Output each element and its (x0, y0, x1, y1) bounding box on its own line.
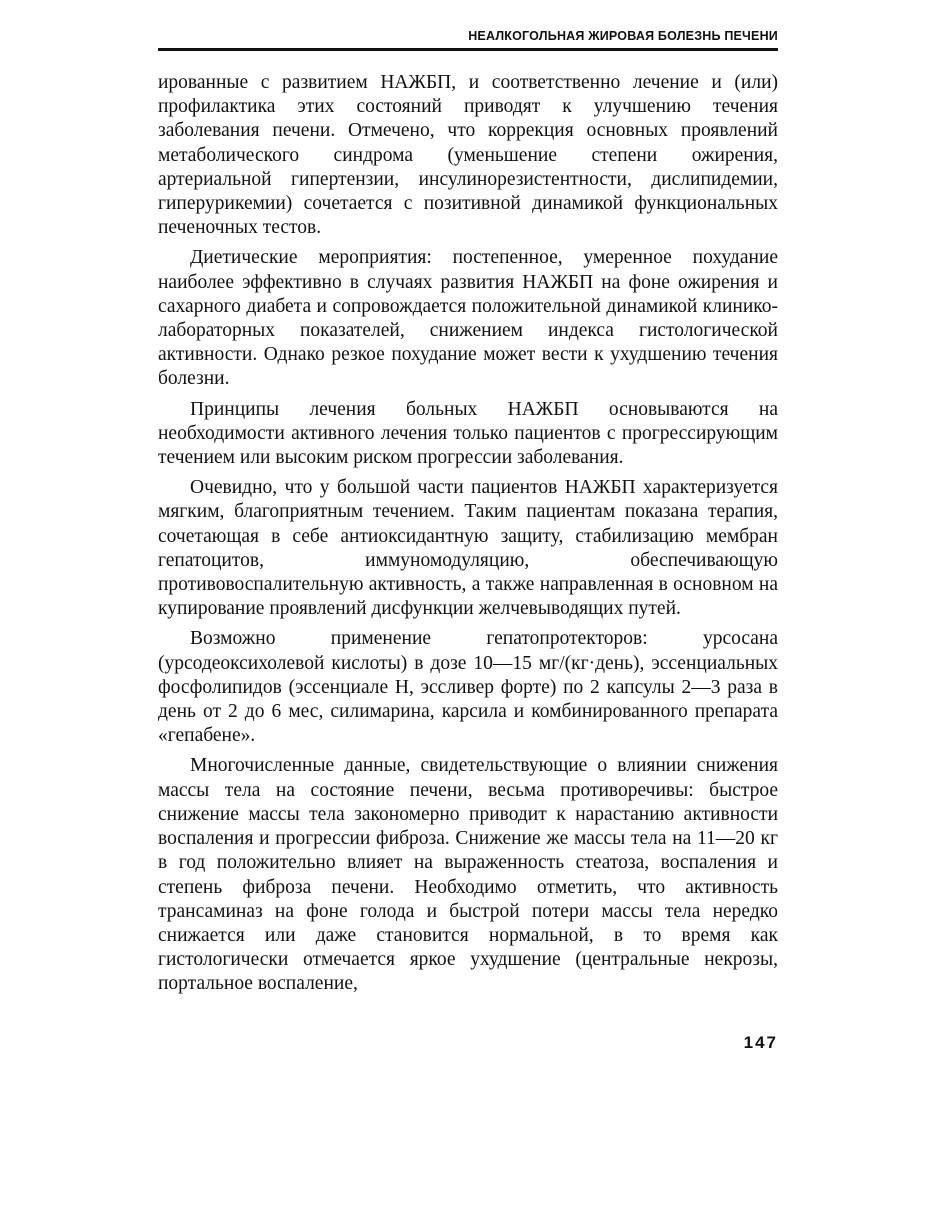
page-number: 147 (743, 1033, 778, 1052)
paragraph-diet: Диетические мероприятия: постепенное, умеренное похудание наиболее эффективно в случаях развития НАЖБП на фоне ожирения и сахарного диабета и сопровождается положительной динамикой клинико-лабораторных показателей, снижением индекса гистологической активности. Однако резкое похудание может вести к ухудшению течения болезни. (158, 247, 778, 390)
paragraph-continuation: ированные с развитием НАЖБП, и соответственно лечение и (или) профилактика этих состояний приводят к улучшению течения заболевания печени. Отмечено, что коррекция основных проявлений метаболического синдрома (уменьшение степени ожирения, артериальной гипертензии, инсулинорезистентности, дислипидемии, гиперурикемии) сочетается с позитивной динамикой функциональных печеночных тестов. (158, 72, 778, 239)
running-header: НЕАЛКОГОЛЬНАЯ ЖИРОВАЯ БОЛЕЗНЬ ПЕЧЕНИ (158, 28, 778, 51)
body-text (158, 71, 778, 997)
paragraph-mild-course-therapy: Очевидно, что у большой части пациентов НАЖБП характеризуется мягким, благоприятным течением. Таким пациентам показана терапия, сочетающая в себе антиоксидантную защиту, стабилизацию мембран гепатоцитов, иммуномодуляцию, обеспечивающую противовоспалительную активность, а также направленная в основном на купирование проявлений дисфункции желчевыводящих путей. (158, 477, 778, 620)
paragraph-hepatoprotectors: Возможно применение гепатопротекторов: урсосана (урсодеоксихолевой кислоты) в дозе 10—15 мг/(кг·день), эссенциальных фосфолипидов (эссенциале Н, эссливер форте) по 2 капсулы 2—3 раза в день от 2 до 6 мес, силимарина, карсила и комбинированного препарата «гепабене». (158, 628, 778, 747)
book-page (158, 28, 778, 1052)
paragraph-treatment-principles: Принципы лечения больных НАЖБП основываются на необходимости активного лечения только пациентов с прогрессирующим течением или высоким риском прогрессии заболевания. (158, 398, 778, 469)
paragraph-weight-loss-data: Многочисленные данные, свидетельствующие о влиянии снижения массы тела на состояние печени, весьма противоречивы: быстрое снижение массы тела закономерно приводит к нарастанию активности воспаления и прогрессии фиброза. Снижение же массы тела на 11—20 кг в год положительно влияет на выраженность стеатоза, воспаления и степень фиброза печени. Необходимо отметить, что активность трансаминаз на фоне голода и быстрой потери массы тела нередко снижается или даже становится нормальной, в то время как гистологически отмечается яркое ухудшение (центральные некрозы, портальное воспаление, (158, 755, 778, 995)
